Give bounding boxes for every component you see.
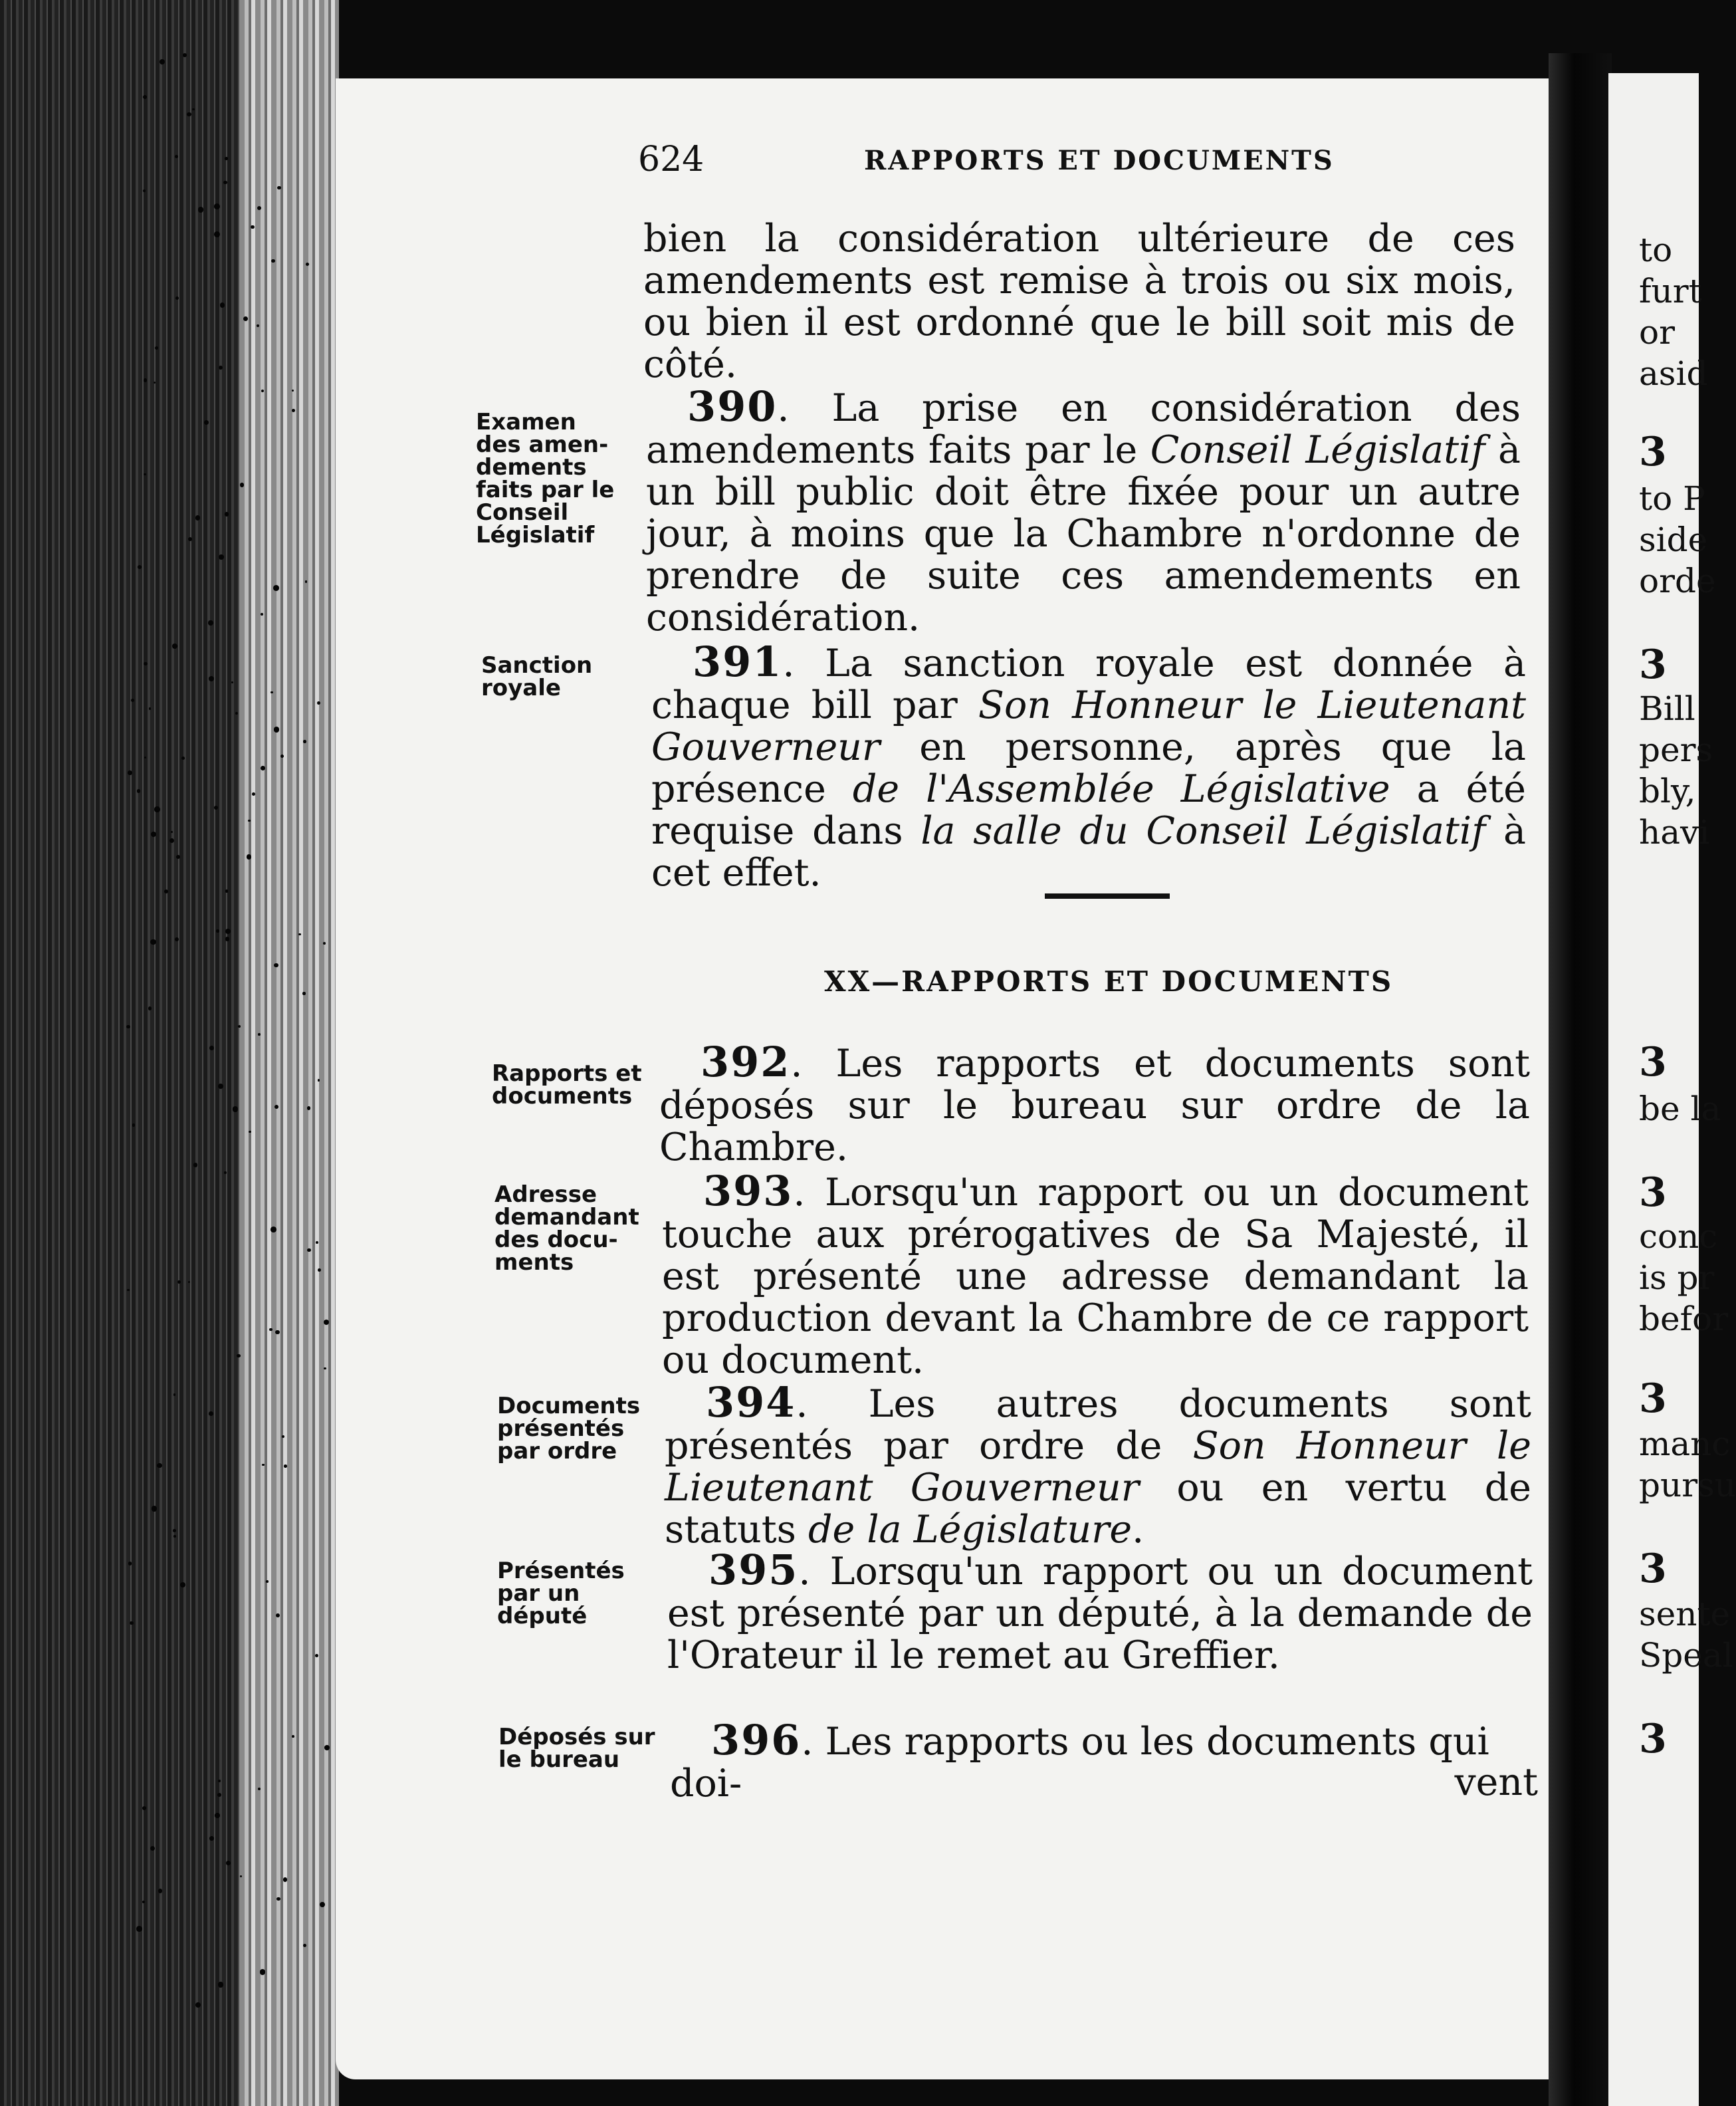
edge-speck — [225, 157, 228, 160]
margin-note-line: Législatif — [476, 522, 595, 548]
edge-speck — [209, 1411, 213, 1416]
facing-line: befor — [1639, 1300, 1729, 1338]
edge-speck — [271, 691, 272, 693]
edge-speck — [283, 1877, 287, 1881]
edge-speck — [225, 889, 228, 892]
edge-speck — [238, 1025, 241, 1028]
edge-speck — [237, 1354, 240, 1357]
edge-speck — [224, 1171, 227, 1174]
edge-speck — [137, 789, 141, 793]
facing-line: 3 — [1639, 1375, 1667, 1422]
margin-note-line: Rapports et — [492, 1060, 642, 1087]
article-text-italic: de la Législature — [808, 1508, 1133, 1552]
edge-speck — [276, 1897, 280, 1901]
continuation-paragraph: bien la considération ultérieure de ces amendements est remise à trois ou six mois, ou bien il est ordonné que le bill soit mis de côté. — [643, 217, 1515, 386]
margin-note — [494, 1183, 639, 1274]
facing-page — [1608, 73, 1736, 2106]
margin-note-line: présentés — [497, 1415, 625, 1442]
edge-speck — [257, 206, 261, 210]
book-edge-pages — [239, 0, 339, 2106]
facing-line: to P — [1639, 479, 1705, 518]
edge-speck — [127, 1289, 130, 1292]
article-text: . La sanction royale est donnée à chaque bill par — [651, 642, 1526, 727]
edge-speck — [216, 929, 219, 933]
edge-speck — [130, 1621, 134, 1625]
edge-speck — [318, 1079, 320, 1081]
edge-speck — [274, 963, 278, 967]
edge-speck — [126, 1025, 130, 1029]
margin-note-line: le bureau — [498, 1746, 620, 1773]
edge-speck — [219, 366, 223, 370]
edge-speck — [150, 1846, 155, 1851]
article-text: . Les rapports ou les documents qui doi- — [670, 1720, 1489, 1806]
facing-line: sente — [1639, 1595, 1731, 1633]
edge-speck — [144, 473, 146, 476]
section-heading: XX—RAPPORTS ET DOCUMENTS — [824, 965, 1394, 998]
edge-speck — [188, 537, 192, 541]
margin-note-line: par un — [497, 1580, 580, 1607]
margin-note — [481, 654, 592, 699]
edge-speck — [169, 838, 174, 843]
facing-line: 3 — [1639, 1169, 1667, 1216]
margin-note-line: faits par le — [476, 477, 615, 503]
running-title: RAPPORTS ET DOCUMENTS — [864, 145, 1335, 176]
facing-line: 3 — [1639, 1546, 1667, 1592]
edge-speck — [214, 806, 218, 810]
facing-line: 3 — [1639, 1039, 1667, 1086]
edge-speck — [175, 296, 179, 300]
edge-speck — [192, 108, 194, 110]
margin-note — [492, 1062, 642, 1108]
edge-speck — [187, 112, 191, 117]
edge-speck — [209, 1046, 214, 1050]
article-text-italic: Son Honneur le Lieutenant Gouverneur — [665, 1424, 1532, 1510]
edge-speck — [298, 933, 301, 936]
edge-speck — [305, 580, 307, 582]
edge-speck — [209, 676, 214, 681]
article-text: . La prise en considération des amendements faits par le — [646, 386, 1521, 472]
edge-speck — [303, 740, 306, 743]
book-edge-dark — [0, 0, 239, 2106]
facing-line: 3 — [1639, 642, 1667, 688]
margin-note-line: Sanction — [481, 652, 593, 679]
edge-speck — [175, 937, 179, 941]
article-paragraph — [662, 1167, 1529, 1382]
article-text: . — [1132, 1508, 1144, 1552]
facing-line: furt — [1639, 272, 1702, 310]
edge-speck — [225, 937, 229, 941]
article-text: . Les rapports et documents sont déposés sur le bureau sur ordre de la Chambre. — [659, 1042, 1530, 1169]
edge-speck — [173, 1529, 176, 1532]
edge-speck — [226, 1861, 231, 1865]
margin-note — [498, 1726, 655, 1771]
margin-note-line: dements — [476, 454, 587, 481]
book-gutter — [1549, 53, 1612, 2106]
margin-note-line: Documents — [497, 1393, 641, 1419]
margin-note-line: député — [497, 1603, 588, 1629]
edge-speck — [277, 186, 280, 189]
facing-line: Speal — [1639, 1636, 1733, 1675]
edge-speck — [181, 757, 185, 760]
edge-speck — [252, 792, 255, 796]
edge-speck — [173, 1535, 176, 1538]
facing-line: 3 — [1639, 1716, 1667, 1762]
edge-speck — [248, 820, 251, 822]
margin-note — [497, 1560, 625, 1627]
edge-speck — [219, 554, 224, 560]
article-number: 390 — [687, 382, 778, 431]
edge-speck — [284, 1464, 287, 1468]
facing-line: orde — [1639, 562, 1716, 600]
facing-line: be la — [1639, 1090, 1721, 1128]
edge-speck — [260, 1969, 265, 1974]
edge-speck — [128, 770, 132, 775]
facing-line: bly, — [1639, 772, 1696, 810]
article-paragraph — [651, 638, 1527, 895]
facing-line: pursu — [1639, 1466, 1736, 1504]
page-number: 624 — [638, 140, 705, 179]
margin-note-line: demandant — [494, 1204, 639, 1230]
edge-speck — [240, 483, 245, 487]
edge-speck — [218, 1780, 221, 1782]
edge-speck — [266, 1580, 269, 1583]
edge-speck — [324, 1745, 330, 1750]
facing-line: asid — [1639, 354, 1708, 393]
article-paragraph — [665, 1378, 1532, 1552]
article-text: ou en vertu de statuts — [665, 1466, 1532, 1552]
article-text: a été requise dans — [651, 767, 1527, 853]
article-text: à cet effet. — [651, 809, 1526, 895]
edge-speck — [208, 620, 213, 626]
edge-speck — [249, 1131, 251, 1133]
margin-note-line: des amen- — [476, 431, 609, 458]
article-text-italic: Conseil Législatif — [1150, 428, 1485, 472]
edge-speck — [218, 1982, 223, 1987]
edge-speck — [151, 832, 156, 837]
article-paragraph — [646, 382, 1521, 640]
margin-note-line: Conseil — [476, 499, 569, 526]
edge-speck — [247, 854, 252, 860]
edge-speck — [215, 1813, 219, 1817]
edge-speck — [273, 585, 279, 591]
margin-note — [497, 1395, 640, 1462]
section-rule — [1045, 893, 1170, 899]
facing-line: or — [1639, 313, 1676, 352]
margin-note-line: par ordre — [497, 1438, 617, 1464]
article-text: à un bill public doit être fixée pour un autre jour, à moins que la Chambre n'ordonne de prendre de suite ces amendements en considération. — [646, 428, 1521, 640]
facing-line: Bill — [1639, 689, 1695, 728]
article-number: 396 — [711, 1716, 802, 1764]
article-text: . Lorsqu'un rapport ou un document touche aux prérogatives de Sa Majesté, il est présenté une adresse demandant la production devant la Chambre de ce rapport ou document. — [662, 1171, 1529, 1382]
edge-speck — [274, 727, 280, 733]
margin-note-line: ments — [494, 1249, 574, 1276]
article-text: . Lorsqu'un rapport ou un document est présenté par un député, à la demande de l'Orateur il le remet au Greffier. — [667, 1550, 1533, 1677]
edge-speck — [136, 1926, 142, 1932]
margin-note-line: Examen — [476, 409, 576, 435]
edge-speck — [275, 1330, 279, 1334]
edge-speck — [172, 644, 177, 649]
edge-speck — [269, 1328, 272, 1332]
margin-note-line: Présentés — [497, 1558, 625, 1584]
margin-note-line: Adresse — [494, 1181, 597, 1208]
article-number: 394 — [706, 1378, 796, 1427]
article-text-italic: de l'Assemblée Législative — [852, 767, 1390, 811]
facing-line: conc — [1639, 1217, 1718, 1256]
article-text-italic: la salle du Conseil Législatif — [921, 809, 1486, 853]
catchword: vent — [1454, 1760, 1538, 1804]
edge-speck — [292, 1735, 294, 1738]
edge-speck — [154, 806, 160, 812]
edge-speck — [164, 889, 168, 893]
edge-speck — [225, 929, 231, 934]
edge-speck — [157, 1463, 162, 1468]
facing-line: havi — [1639, 813, 1710, 852]
article-paragraph — [659, 1038, 1530, 1169]
edge-speck — [195, 515, 200, 520]
edge-speck — [143, 95, 147, 99]
article-paragraph — [667, 1546, 1533, 1677]
edge-speck — [154, 382, 156, 384]
edge-speck — [316, 1241, 318, 1244]
edge-speck — [302, 992, 305, 994]
margin-note — [476, 411, 614, 546]
edge-speck — [307, 1248, 310, 1252]
edge-speck — [258, 1033, 261, 1036]
edge-speck — [209, 1836, 213, 1840]
edge-speck — [225, 512, 229, 517]
margin-note-line: des docu- — [494, 1227, 618, 1253]
facing-line: is pr — [1639, 1258, 1715, 1297]
edge-speck — [195, 2002, 201, 2008]
facing-line: pers — [1639, 731, 1713, 769]
article-number: 392 — [701, 1038, 791, 1086]
margin-note-line: documents — [492, 1083, 633, 1110]
edge-speck — [243, 316, 248, 321]
article-text-italic: Son Honneur le Lieutenant Gouverneur — [651, 683, 1526, 769]
edge-speck — [193, 1163, 197, 1167]
article-number: 391 — [693, 638, 783, 686]
edge-speck — [148, 1006, 152, 1010]
edge-speck — [158, 1889, 163, 1893]
edge-speck — [271, 1227, 276, 1232]
article-number: 395 — [708, 1546, 799, 1594]
article-text: en personne, après que la présence — [651, 725, 1526, 811]
edge-speck — [262, 1464, 264, 1466]
facing-line: 3 — [1639, 429, 1667, 475]
margin-note-line: Déposés sur — [498, 1724, 655, 1750]
facing-line: side — [1639, 521, 1708, 559]
edge-speck — [152, 1506, 157, 1511]
edge-speck — [204, 420, 209, 425]
facing-line: manc — [1639, 1425, 1731, 1463]
article-number: 393 — [703, 1167, 794, 1215]
article-text: . Les autres documents sont présentés par ordre de — [665, 1382, 1531, 1468]
edge-speck — [198, 207, 203, 212]
margin-note-line: royale — [481, 675, 561, 701]
edge-speck — [128, 1562, 132, 1566]
edge-speck — [183, 53, 187, 57]
edge-speck — [320, 1902, 325, 1907]
facing-line: to — [1639, 231, 1673, 269]
